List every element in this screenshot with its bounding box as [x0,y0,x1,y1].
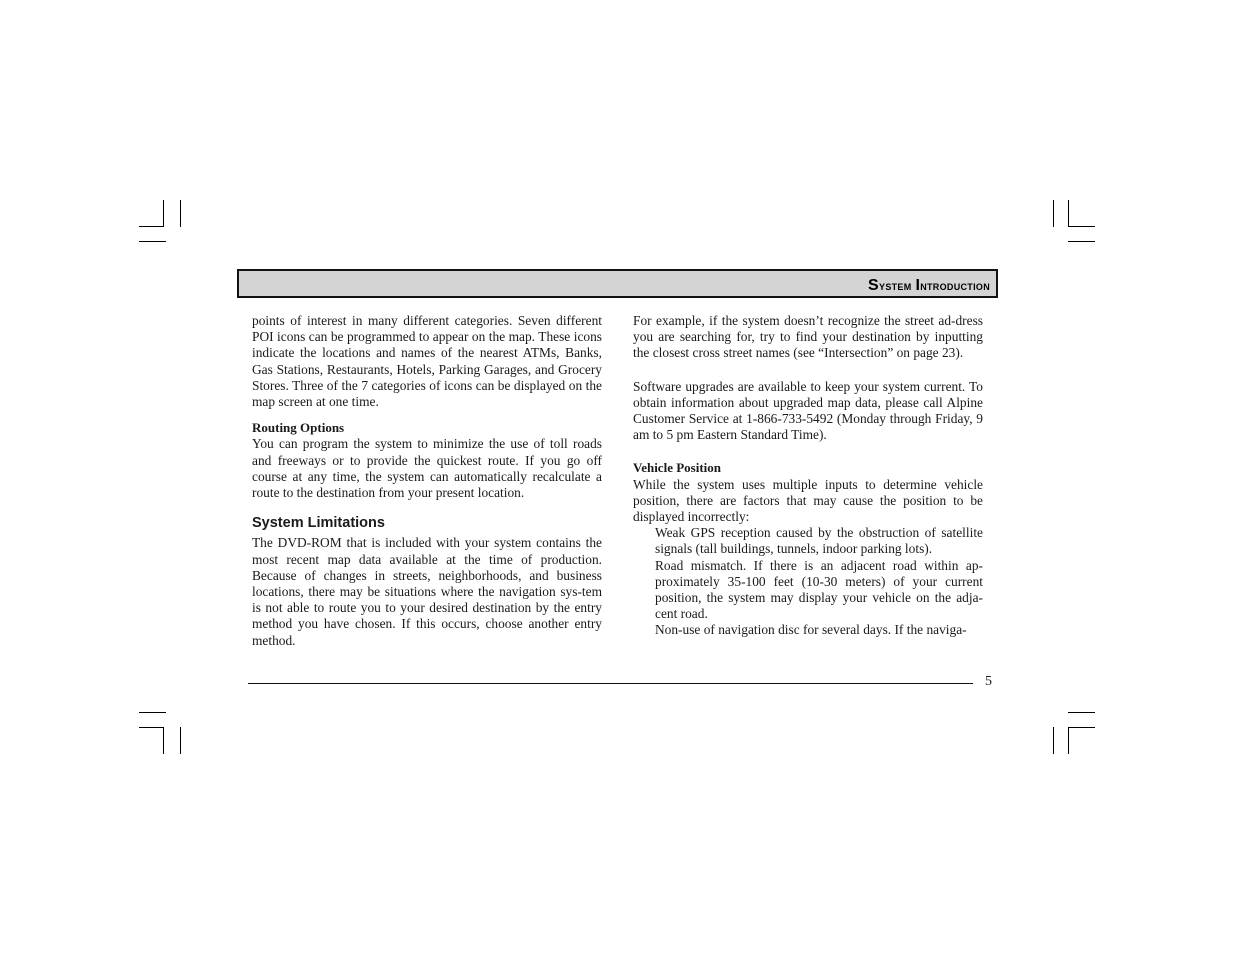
example-paragraph: For example, if the system doesn’t recognize the street ad-dress you are searching for, try to find your destination by inputting the closest cross street names (see “Intersection” on page 23). [633,313,983,361]
vehicle-position-paragraph: While the system uses multiple inputs to determine vehicle position, there are factors that may cause the position to be displayed incorrectly: [633,476,983,525]
crop-mark [1068,241,1095,242]
crop-mark [139,226,164,227]
factor-item: Road mismatch. If there is an adjacent road within ap-proximately 35-100 feet (10-30 meters) of your current position, the system may display your vehicle on the adja-cent road. [655,557,983,622]
crop-mark [139,727,164,728]
crop-mark [1068,200,1069,227]
section-title-part: ntroduction [920,278,990,293]
page-number: 5 [985,674,992,689]
crop-mark [1053,200,1054,227]
section-title-cap: I [915,277,921,294]
section-header-bar [237,269,998,298]
software-upgrade-paragraph: Software upgrades are available to keep your system current. To obtain information about upgraded map data, please call Alpine Customer Service at 1-866-733-5492 (Monday through Friday, 9 am to 5 pm Eastern Standard Time). [633,378,983,443]
crop-mark [1068,226,1095,227]
crop-mark [180,200,181,227]
crop-mark [163,200,164,227]
factor-item: Non-use of navigation disc for several days. If the naviga- [655,622,967,638]
crop-mark [180,727,181,754]
crop-mark [139,712,166,713]
left-column [252,313,602,649]
section-title-part: ystem [879,278,916,293]
poi-paragraph: points of interest in many different categories. Seven different POI icons can be programmed to appear on the map. These icons indicate the locations and names of the nearest ATMs, Banks, Gas Stations, Restaurants, Hotels, Parking Garages, and Grocery Stores. Three of the 7 categories of icons can be displayed on the map screen at one time. [252,313,602,410]
crop-mark [1068,727,1069,754]
crop-mark [1053,727,1054,754]
section-title-cap: S [868,277,880,294]
section-title [868,277,990,295]
routing-options-paragraph: You can program the system to minimize the use of toll roads and freeways or to provide the quickest route. If you go off course at any time, the system can automatically recalculate a route to the destination from your present location. [252,436,602,501]
system-limitations-heading: System Limitations [252,515,385,532]
crop-mark [163,727,164,754]
right-column [633,313,983,639]
crop-mark [1068,712,1095,713]
crop-mark [1068,727,1095,728]
routing-options-heading: Routing Options [252,420,345,436]
system-limitations-paragraph: The DVD-ROM that is included with your system contains the most recent map data available at the time of production. Because of changes in streets, neighborhoods, and business locations, there may be situations where the navigation sys-tem is not able to route you to your desired destination by the entry method you have chosen. If this occurs, choose another entry method. [252,535,602,648]
factor-item: Weak GPS reception caused by the obstruction of satellite signals (tall buildings, tunnels, indoor parking lots). [655,525,983,557]
footer-rule [248,683,973,684]
vehicle-position-heading: Vehicle Position [633,460,721,476]
crop-mark [139,241,166,242]
